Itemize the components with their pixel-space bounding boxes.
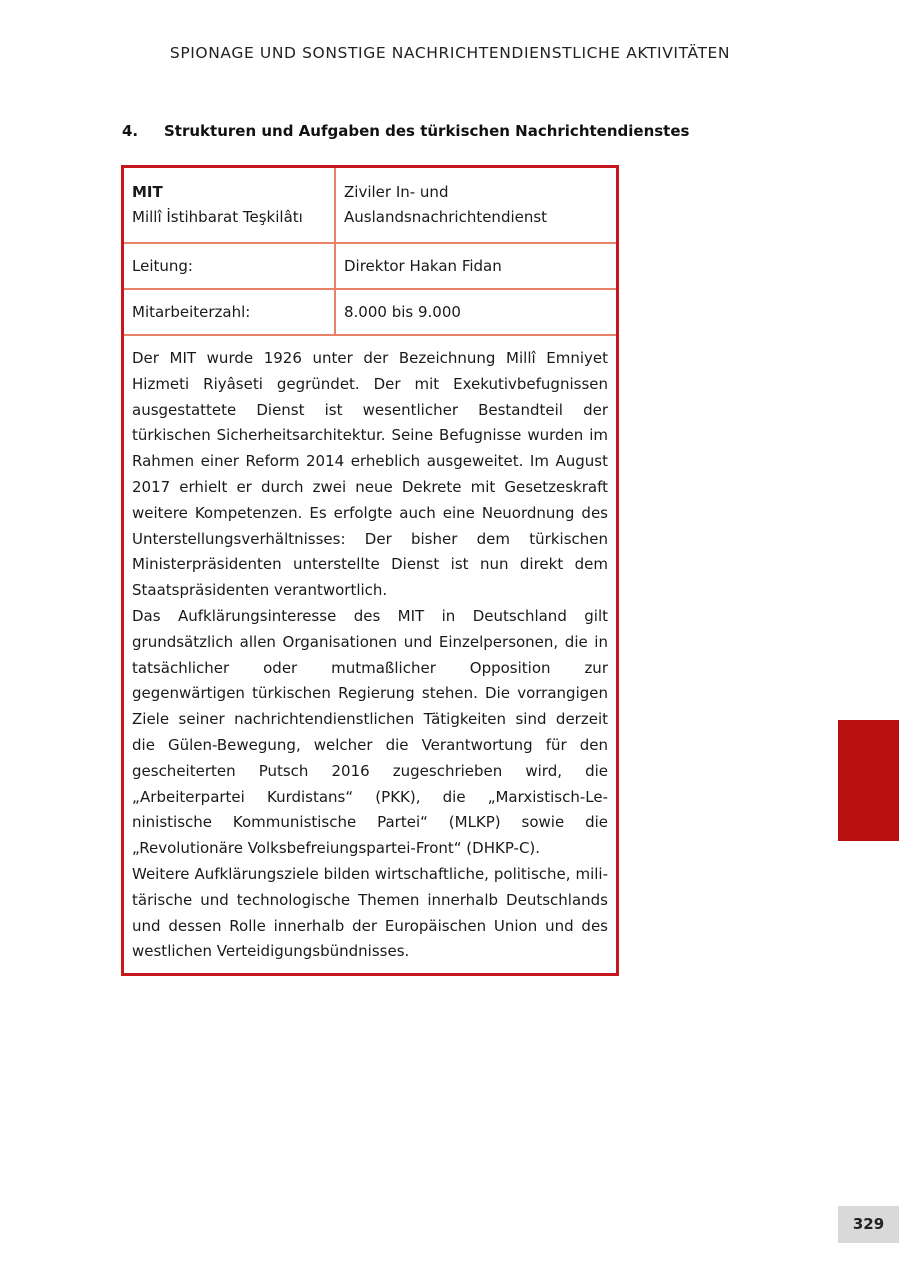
agency-info-box (121, 165, 619, 976)
paragraph-further-targets: Weitere Aufklärungsziele bilden wirtschaftliche, politische, militärische und technologische Themen innerhalb Deutschlands und dessen Rolle innerhalb der Europäischen Union und des westlichen Verteidigungsbündnisses. (132, 864, 608, 961)
leadership-label: Leitung: (124, 244, 336, 288)
staff-count-row (124, 290, 616, 336)
agency-description (124, 336, 616, 973)
section-number: 4. (122, 122, 139, 140)
agency-full-name: Millî İstihbarat Teşkilâtı (132, 208, 303, 226)
leadership-row (124, 244, 616, 290)
agency-abbreviation: MIT (132, 183, 163, 201)
agency-name-cell (124, 168, 336, 242)
paragraph-history: Der MIT wurde 1926 unter der Bezeichnung Millî Emniyet Hizmeti Riyâseti gegründet. Der mit Exekutivbefugnissen ausgestattete Dienst ist wesentlicher Bestandteil der türkischen Sicherheitsarchitektur. Seine Befugnisse wurden im Rahmen einer Reform 2014 erheblich ausgeweitet. Im August 2017 erhielt er durch zwei neue Dekrete mit Gesetzeskraft weitere Kompetenzen. Es erfolgte auch eine Neuordnung des Unterstellungsverhältnisses: Der bisher dem türkischen Ministerpräsidenten unterstellte Dienst ist nun direkt dem Staatspräsidenten verantwortlich. (132, 349, 608, 600)
leadership-value: Direktor Hakan Fidan (344, 257, 502, 275)
page-number: 329 (838, 1206, 899, 1243)
section-title: Strukturen und Aufgaben des türkischen Nachrichtendienstes (164, 122, 690, 140)
staff-count-label: Mitarbeiterzahl: (124, 290, 336, 334)
running-head: SPIONAGE UND SONSTIGE NACHRICHTENDIENSTLICHE AKTIVITÄTEN (169, 44, 731, 62)
agency-type-cell: Ziviler In- und Auslandsnachrichtendienst (344, 183, 548, 226)
chapter-side-tab (838, 720, 899, 841)
staff-count-value: 8.000 bis 9.000 (344, 303, 461, 321)
paragraph-targets: Das Aufklärungsinteresse des MIT in Deutschland gilt grundsätzlich allen Organisationen und Einzelpersonen, die in tatsächlicher oder mutmaßlicher Opposition zur gegenwärtigen türkischen Regierung stehen. Die vorrangigen Ziele seiner nachrichtendienstlichen Tätigkeiten sind derzeit die Gülen-Bewegung, welcher die Verantwortung für den gescheiterten Putsch 2016 zugeschrieben wird, die „Arbeiterpartei Kurdistans“ (PKK), die „Marxistisch-Leninistische Kommunistische Partei“ (MLKP) sowie die „Revolutionäre Volksbefreiungspartei-Front“ (DHKP-C). (132, 606, 608, 858)
agency-name-row (124, 168, 616, 244)
section-heading (122, 122, 689, 140)
